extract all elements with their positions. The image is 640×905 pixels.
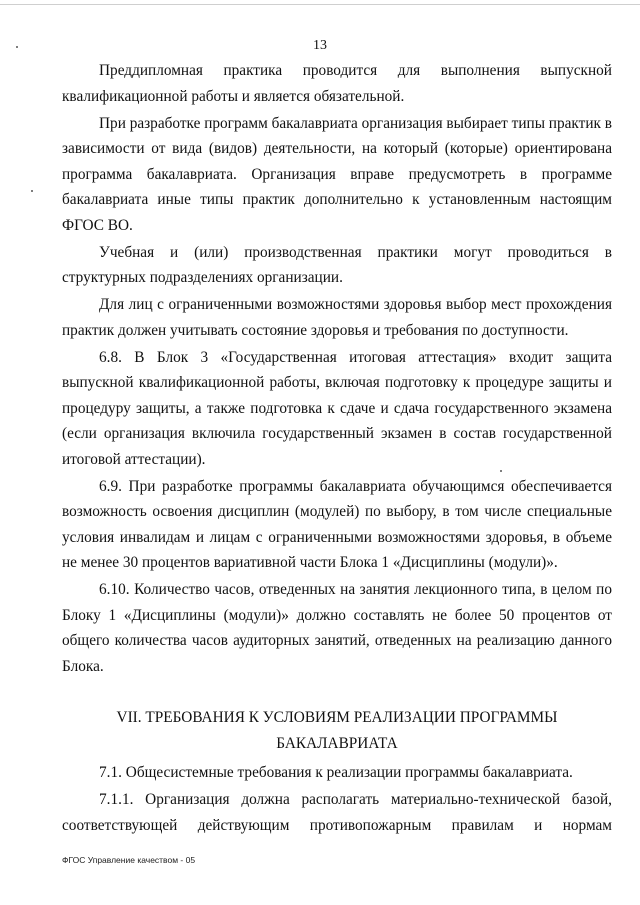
scan-speck — [31, 190, 33, 192]
paragraph-6-8: 6.8. В Блок 3 «Государственная итоговая аттестация» входит защита выпускной квалификационной работы, включая подготовку к процедуре защиты и процедуру защиты, а также подготовка к сдаче и сдача государственного экзамена (если организация включила государственный экзамен в состав государственной итоговой аттестации). — [62, 348, 612, 468]
chapter-heading-line2: БАКАЛАВРИАТА — [276, 735, 398, 752]
paragraph-6-9: 6.9. При разработке программы бакалавриата обучающимся обеспечивается возможность освоения дисциплин (модулей) по выбору, в том числе специальные условия инвалидам и лицам с ограниченными возможностями здоровья, в объеме не менее 30 процентов вариативной части Блока 1 «Дисциплины (модули)». — [62, 477, 612, 571]
top-scan-edge — [0, 4, 640, 5]
paragraph-disabled-persons: Для лиц с ограниченными возможностями здоровья выбор мест прохождения практик должен учитывать состояние здоровья и требования по доступности. — [62, 296, 612, 339]
chapter-heading — [62, 705, 612, 757]
footer-label: ФГОС Управление качеством - 05 — [62, 855, 196, 865]
paragraph-7-1-1: 7.1.1. Организация должна располагать материально-технической базой, соответствующей действующим противопожарным правилам и нормам — [62, 791, 612, 834]
chapter-heading-line1: VII. ТРЕБОВАНИЯ К УСЛОВИЯМ РЕАЛИЗАЦИИ ПРОГРАММЫ — [116, 709, 558, 726]
paragraph-pre-diploma-practice: Преддипломная практика проводится для выполнения выпускной квалификационной работы и является обязательной. — [62, 62, 612, 105]
paragraph-structural-divisions: Учебная и (или) производственная практики могут проводиться в структурных подразделениях организации. — [62, 243, 612, 286]
paragraph-practice-types: При разработке программ бакалавриата организация выбирает типы практик в зависимости от вида (видов) деятельности, на который (которые) ориентирована программа бакалавриата. Организация вправе предусмотреть в программе бакалавриата иные типы практик дополнительно к установленным настоящим ФГОС ВО. — [62, 114, 613, 234]
page-number: 13 — [313, 38, 327, 53]
paragraph-7-1: 7.1. Общесистемные требования к реализации программы бакалавриата. — [99, 764, 573, 781]
document-body — [62, 58, 612, 840]
paragraph-6-10: 6.10. Количество часов, отведенных на занятия лекционного типа, в целом по Блоку 1 «Дисциплины (модули)» должно составлять не более 50 процентов от общего количества часов аудиторных занятий, отведенных на реализацию данного Блока. — [62, 581, 612, 675]
